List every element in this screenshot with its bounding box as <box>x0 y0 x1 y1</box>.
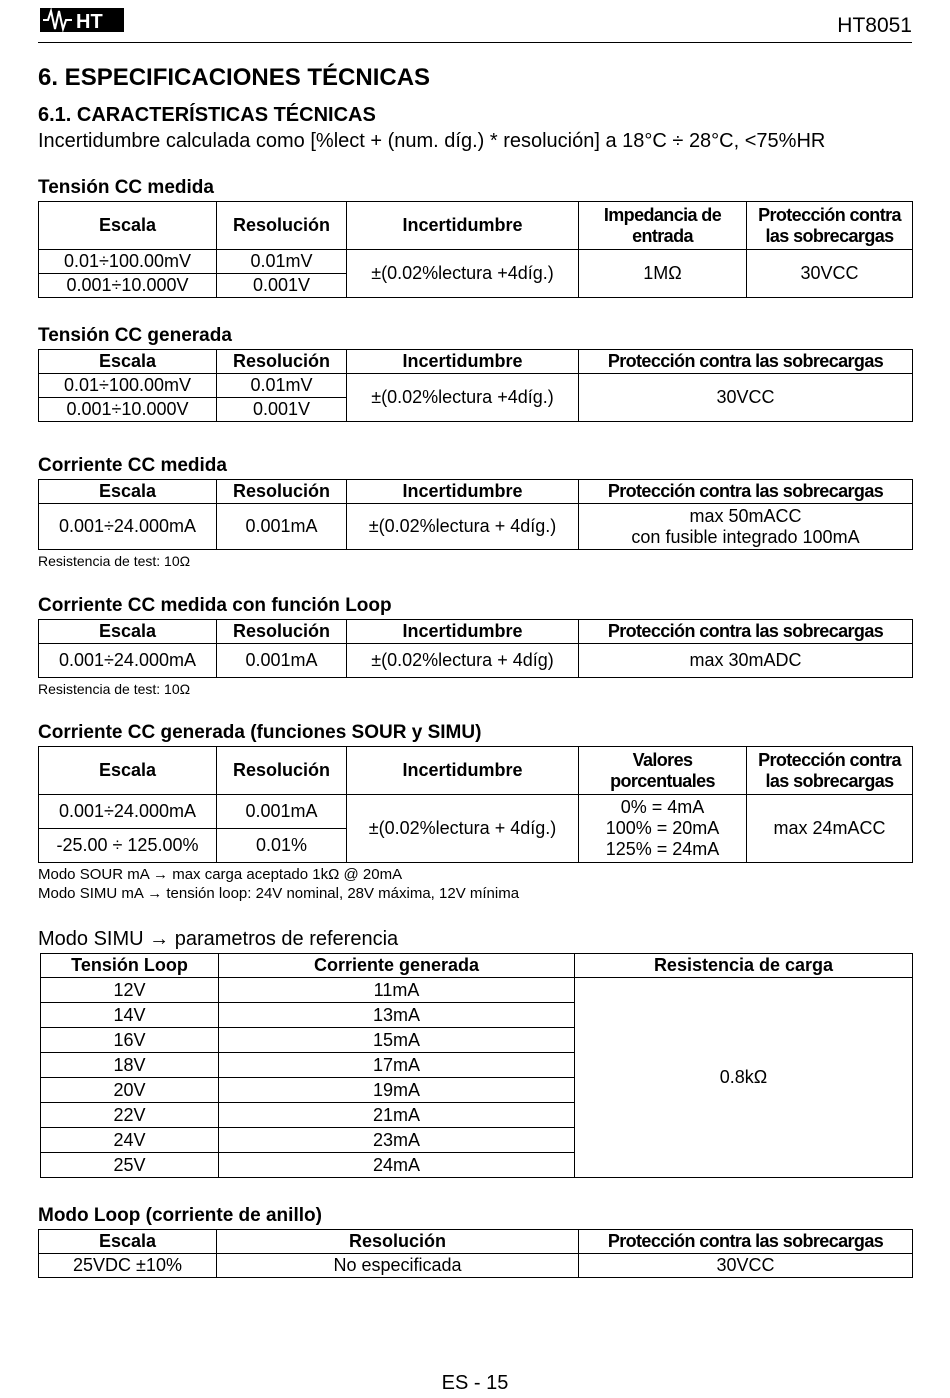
table1-title: Tensión CC medida <box>38 177 214 198</box>
cell-incertidumbre: ±(0.02%lectura +4díg.) <box>347 250 579 298</box>
cell-proteccion: 30VCC <box>579 1254 913 1278</box>
document-code: HT8051 <box>837 14 912 37</box>
cell-corriente: 24mA <box>219 1153 575 1178</box>
cell-incertidumbre: ±(0.02%lectura + 4díg.) <box>347 795 579 863</box>
col-header: Impedancia de entrada <box>579 202 747 250</box>
col-header: Escala <box>39 1230 217 1254</box>
cell-escala: -25.00 ÷ 125.00% <box>39 829 217 863</box>
col-header: Escala <box>39 350 217 374</box>
cell-escala: 0.001÷24.000mA <box>39 504 217 550</box>
col-header: Protección contra las sobrecargas <box>579 1230 913 1254</box>
table-modo-loop <box>38 1229 913 1278</box>
ht-logo <box>40 6 130 34</box>
table-corriente-loop <box>38 619 913 678</box>
col-header: Protección contra las sobrecargas <box>579 480 913 504</box>
table5-note2: Modo SIMU mA → tensión loop: 24V nominal, 28V máxima, 12V mínima <box>38 885 520 902</box>
col-header: Escala <box>39 480 217 504</box>
col-header: Protección contra las sobrecargas <box>747 202 913 250</box>
cell-proteccion: 30VCC <box>747 250 913 298</box>
cell-resolucion: 0.001mA <box>217 795 347 829</box>
col-header: Resolución <box>217 350 347 374</box>
cell-proteccion: max 30mADC <box>579 644 913 678</box>
proteccion-line: max 50mACC <box>689 505 802 526</box>
col-header: Valores porcentuales <box>579 747 747 795</box>
cell-tension: 16V <box>41 1028 219 1053</box>
table-corriente-cc-generada <box>38 746 913 863</box>
cell-resolucion: 0.001mA <box>217 504 347 550</box>
cell-incertidumbre: ±(0.02%lectura +4díg.) <box>347 374 579 422</box>
cell-proteccion <box>579 504 913 550</box>
cell-corriente: 13mA <box>219 1003 575 1028</box>
col-header: Incertidumbre <box>347 202 579 250</box>
cell-resolucion: 0.001V <box>217 274 347 298</box>
table5-note1: Modo SOUR mA → max carga aceptado 1kΩ @ 20mA <box>38 866 403 883</box>
cell-corriente: 17mA <box>219 1053 575 1078</box>
cell-tension: 14V <box>41 1003 219 1028</box>
intro-text: Incertidumbre calculada como [%lect + (num. díg.) * resolución] a 18°C ÷ 28°C, <75%HR <box>38 130 826 152</box>
cell-corriente: 15mA <box>219 1028 575 1053</box>
col-header: Tensión Loop <box>41 954 219 978</box>
cell-resolucion: 0.01mV <box>217 374 347 398</box>
cell-resistencia: 0.8kΩ <box>575 978 913 1178</box>
section-title: 6. ESPECIFICACIONES TÉCNICAS <box>38 64 431 91</box>
col-header: Incertidumbre <box>347 747 579 795</box>
logo-text: HT <box>76 11 103 33</box>
cell-escala: 0.01÷100.00mV <box>39 250 217 274</box>
cell-escala: 0.001÷24.000mA <box>39 644 217 678</box>
col-header: Resolución <box>217 1230 579 1254</box>
col-header: Incertidumbre <box>347 620 579 644</box>
table4-title: Corriente CC medida con función Loop <box>38 595 392 616</box>
cell-escala: 25VDC ±10% <box>39 1254 217 1278</box>
table7-title: Modo Loop (corriente de anillo) <box>38 1205 322 1226</box>
table-simu-referencia <box>40 953 913 1178</box>
cell-proteccion: max 24mACC <box>747 795 913 863</box>
col-header: Escala <box>39 202 217 250</box>
valor-line: 100% = 20mA <box>605 818 720 838</box>
col-header: Resolución <box>217 202 347 250</box>
cell-resolucion: 0.01mV <box>217 250 347 274</box>
col-header: Protección contra las sobrecargas <box>579 350 913 374</box>
cell-proteccion: 30VCC <box>579 374 913 422</box>
page-number: ES - 15 <box>441 1372 509 1394</box>
table-tension-cc-medida <box>38 201 913 298</box>
cell-resolucion: No especificada <box>217 1254 579 1278</box>
table-corriente-cc-medida <box>38 479 913 550</box>
table-tension-cc-generada <box>38 349 913 422</box>
cell-corriente: 21mA <box>219 1103 575 1128</box>
cell-impedancia: 1MΩ <box>579 250 747 298</box>
cell-escala: 0.001÷10.000V <box>39 398 217 422</box>
cell-incertidumbre: ±(0.02%lectura + 4díg) <box>347 644 579 678</box>
col-header: Corriente generada <box>219 954 575 978</box>
col-header: Protección contra las sobrecargas <box>579 620 913 644</box>
col-header: Resolución <box>217 747 347 795</box>
cell-tension: 24V <box>41 1128 219 1153</box>
table5-title: Corriente CC generada (funciones SOUR y SIMU) <box>38 722 482 743</box>
cell-tension: 18V <box>41 1053 219 1078</box>
cell-tension: 25V <box>41 1153 219 1178</box>
cell-tension: 20V <box>41 1078 219 1103</box>
cell-valores <box>579 795 747 863</box>
col-header: Incertidumbre <box>347 350 579 374</box>
cell-resolucion: 0.001V <box>217 398 347 422</box>
col-header: Escala <box>39 620 217 644</box>
col-header: Incertidumbre <box>347 480 579 504</box>
cell-escala: 0.001÷24.000mA <box>39 795 217 829</box>
col-header: Resolución <box>217 480 347 504</box>
cell-resolucion: 0.001mA <box>217 644 347 678</box>
table2-title: Tensión CC generada <box>38 325 232 346</box>
valor-line: 0% = 4mA <box>620 797 705 817</box>
cell-escala: 0.001÷10.000V <box>39 274 217 298</box>
header-rule <box>38 42 912 43</box>
cell-tension: 12V <box>41 978 219 1003</box>
col-header: Escala <box>39 747 217 795</box>
table3-title: Corriente CC medida <box>38 455 227 476</box>
cell-corriente: 19mA <box>219 1078 575 1103</box>
table6-title: Modo SIMU → parametros de referencia <box>38 928 399 950</box>
col-header: Resistencia de carga <box>575 954 913 978</box>
cell-tension: 22V <box>41 1103 219 1128</box>
cell-incertidumbre: ±(0.02%lectura + 4díg.) <box>347 504 579 550</box>
table4-note: Resistencia de test: 10Ω <box>38 681 191 697</box>
cell-escala: 0.01÷100.00mV <box>39 374 217 398</box>
proteccion-line: con fusible integrado 100mA <box>631 526 860 547</box>
table3-note: Resistencia de test: 10Ω <box>38 553 191 569</box>
subsection-title: 6.1. CARACTERÍSTICAS TÉCNICAS <box>38 104 376 126</box>
valor-line: 125% = 24mA <box>605 839 720 859</box>
col-header: Protección contra las sobrecargas <box>747 747 913 795</box>
cell-corriente: 23mA <box>219 1128 575 1153</box>
col-header: Resolución <box>217 620 347 644</box>
cell-resolucion: 0.01% <box>217 829 347 863</box>
cell-corriente: 11mA <box>219 978 575 1003</box>
